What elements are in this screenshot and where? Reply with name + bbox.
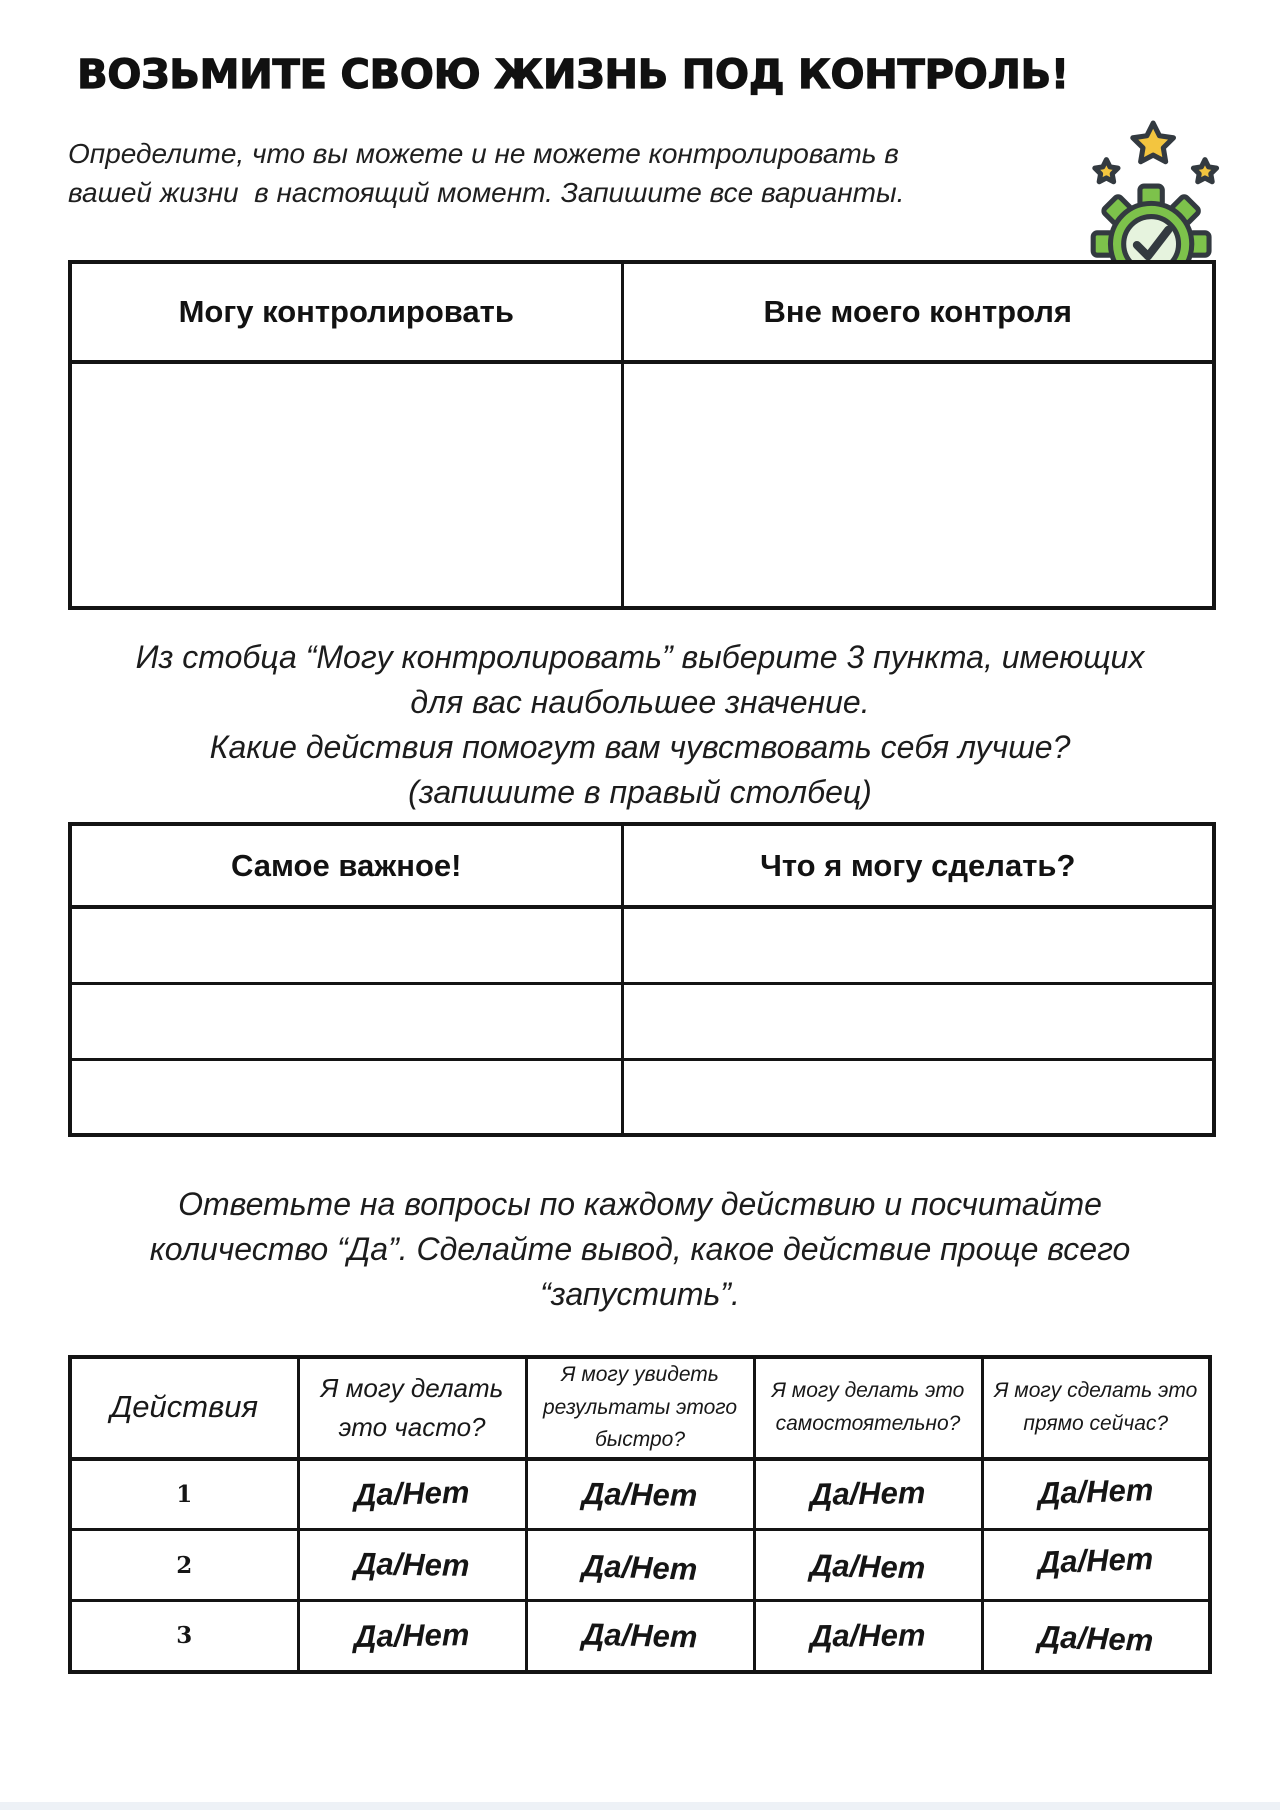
- important-table-header-action: Что я могу сделать?: [622, 824, 1214, 907]
- actions-table-row-3: [70, 1601, 1210, 1672]
- instruction-line-2: для вас наибольшее значение.: [410, 684, 870, 720]
- yes-no-value: Да/Нет: [581, 1616, 699, 1655]
- important-table-row-1: [70, 907, 1214, 983]
- page-title: ВОЗЬМИТЕ СВОЮ ЖИЗНЬ ПОД КОНТРОЛЬ!: [77, 52, 1069, 98]
- yes-no-value: Да/Нет: [809, 1547, 927, 1586]
- yes-no-value: Да/Нет: [809, 1475, 927, 1513]
- yes-no-value: Да/Нет: [353, 1616, 471, 1654]
- instruction-line-1: Из стобца “Могу контролировать” выберите 3 пункта, имеющих: [135, 639, 1145, 675]
- yes-no-cell: [982, 1530, 1210, 1601]
- control-table-header-outside: Вне моего контроля: [622, 262, 1214, 362]
- yes-no-value: Да/Нет: [581, 1476, 699, 1514]
- yes-no-value: Да/Нет: [810, 1617, 926, 1654]
- important-table-row-3: [70, 1059, 1214, 1135]
- action-number: 2: [70, 1530, 298, 1601]
- intro-line-1: Определите, что вы можете и не можете контролировать в: [68, 138, 899, 169]
- important-table-write-in-cell: [622, 1059, 1214, 1135]
- yes-no-cell: [298, 1601, 526, 1672]
- important-table-write-in-cell: [70, 1059, 622, 1135]
- important-table-write-in-cell: [622, 907, 1214, 983]
- yes-no-cell: [526, 1459, 754, 1530]
- yes-no-cell: [526, 1601, 754, 1672]
- control-table: [68, 260, 1216, 610]
- yes-no-value: Да/Нет: [353, 1546, 471, 1584]
- yes-no-cell: [754, 1530, 982, 1601]
- action-number: 3: [70, 1601, 298, 1672]
- important-table-write-in-cell: [70, 907, 622, 983]
- yes-no-cell: [526, 1530, 754, 1601]
- yes-no-cell: [754, 1459, 982, 1530]
- actions-table-header-often: Я могу делать это часто?: [298, 1357, 526, 1459]
- control-table-header-can: Могу контролировать: [70, 262, 622, 362]
- yes-no-value: Да/Нет: [1037, 1472, 1154, 1512]
- footer-strip: [0, 1802, 1280, 1810]
- control-table-write-in-cell-can: [70, 362, 622, 608]
- important-table-header-important: Самое важное!: [70, 824, 622, 907]
- actions-table-header-independently: Я могу делать это самостоятельно?: [754, 1357, 982, 1459]
- yes-no-cell: [982, 1459, 1210, 1530]
- important-table-header-row: [70, 824, 1214, 907]
- questions-line-2: количество “Да”. Сделайте вывод, какое действие проще всего: [149, 1231, 1131, 1267]
- actions-table-row-1: [70, 1459, 1210, 1530]
- control-table-write-in-cell-outside: [622, 362, 1214, 608]
- yes-no-value: Да/Нет: [581, 1548, 699, 1588]
- yes-no-value: Да/Нет: [1037, 1618, 1154, 1658]
- important-table: [68, 822, 1216, 1137]
- important-table-write-in-cell: [622, 983, 1214, 1059]
- important-table-row-2: [70, 983, 1214, 1059]
- actions-table: [68, 1355, 1212, 1674]
- yes-no-cell: [754, 1601, 982, 1672]
- control-table-header-row: [70, 262, 1214, 362]
- control-table-write-in-row: [70, 362, 1214, 608]
- yes-no-value: Да/Нет: [353, 1474, 471, 1513]
- instruction-line-3: Какие действия помогут вам чувствовать себя лучше?: [209, 729, 1071, 765]
- questions-line-1: Ответьте на вопросы по каждому действию и посчитайте: [178, 1186, 1102, 1222]
- yes-no-cell: [298, 1530, 526, 1601]
- actions-table-header-actions: Действия: [70, 1357, 298, 1459]
- actions-table-header-fast-results: Я могу увидеть результаты этого быстро?: [526, 1357, 754, 1459]
- actions-table-header-row: [70, 1357, 1210, 1459]
- instruction-line-4: (запишите в правый столбец): [408, 774, 872, 810]
- important-table-write-in-cell: [70, 983, 622, 1059]
- questions-line-3: “запустить”.: [540, 1276, 740, 1312]
- intro-line-2: вашей жизни в настоящий момент. Запишите все варианты.: [68, 177, 905, 208]
- questions-instructions: [68, 1182, 1212, 1317]
- actions-table-header-right-now: Я могу сделать это прямо сейчас?: [982, 1357, 1210, 1459]
- actions-table-row-2: [70, 1530, 1210, 1601]
- yes-no-cell: [982, 1601, 1210, 1672]
- action-number: 1: [70, 1459, 298, 1530]
- yes-no-cell: [298, 1459, 526, 1530]
- intro-text: [68, 134, 968, 212]
- selection-instructions: [68, 635, 1212, 815]
- yes-no-value: Да/Нет: [1037, 1541, 1154, 1581]
